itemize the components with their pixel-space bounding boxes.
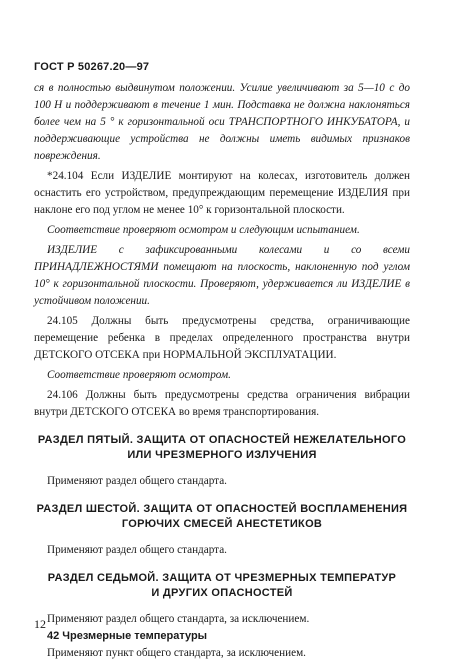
subsection-42-text: Применяют пункт общего стандарта, за исключением.: [47, 647, 306, 659]
section-five-title-line2: ИЛИ ЧРЕЗМЕРНОГО ИЗЛУЧЕНИЯ: [127, 449, 317, 461]
section-six-title: [34, 502, 410, 532]
section-five-text: Применяют раздел общего стандарта.: [47, 475, 227, 487]
section-five-title-line1: РАЗДЕЛ ПЯТЫЙ. ЗАЩИТА ОТ ОПАСНОСТЕЙ НЕЖЕЛАТЕЛЬНОГО: [37, 434, 407, 446]
paragraph-24-106: 24.106 Должны быть предусмотрены средства ограничения вибрации внутри ДЕТСКОГО ОТСЕКА во время транспортирования.: [34, 389, 410, 418]
section-six-title-line1: РАЗДЕЛ ШЕСТОЙ. ЗАЩИТА ОТ ОПАСНОСТЕЙ ВОСПЛАМЕНЕНИЯ: [36, 503, 408, 515]
paragraph-24-105: 24.105 Должны быть предусмотрены средства, ограничивающие перемещение ребенка в пределах определенного пространства внутри ДЕТСКОГО ОТСЕКА при НОРМАЛЬНОЙ ЭКСПЛУАТАЦИИ.: [34, 315, 410, 361]
paragraph-tilt-test: ИЗДЕЛИЕ с зафиксированными колесами и со всеми ПРИНАДЛЕЖНОСТЯМИ помещают на плоскость, наклоненную под углом 10° к горизонтальной плоскости. Проверяют, удерживается ли ИЗДЕЛИЕ в устойчивом положении.: [34, 244, 410, 307]
section-seven-title-line1: РАЗДЕЛ СЕДЬМОЙ. ЗАЩИТА ОТ ЧРЕЗМЕРНЫХ ТЕМПЕРАТУР: [47, 572, 397, 584]
subsection-42-title: 42 Чрезмерные температуры: [47, 630, 208, 642]
section-six-text: Применяют раздел общего стандарта.: [47, 544, 227, 556]
document-header: ГОСТ Р 50267.20—97: [34, 61, 150, 73]
paragraph-visual-check: Соответствие проверяют осмотром.: [47, 369, 231, 381]
section-six-title-line2: ГОРЮЧИХ СМЕСЕЙ АНЕСТЕТИКОВ: [121, 518, 323, 530]
section-seven-title-line2: И ДРУГИХ ОПАСНОСТЕЙ: [151, 587, 293, 599]
section-five-title: [34, 433, 410, 463]
paragraph-test-continuation: ся в полностью выдвинутом положении. Усилие увеличивают за 5—10 с до 100 Н и поддерживают в течение 1 мин. Подставка не должна наклоняться более чем на 5 ° к горизонтальной оси ТРАНСПОРТНОГО ИНКУБАТОРА, и поддерживающие устройства не должны иметь видимых признаков повреждения.: [34, 82, 410, 162]
section-seven-text: Применяют раздел общего стандарта, за исключением.: [47, 613, 310, 625]
paragraph-24-104: *24.104 Если ИЗДЕЛИЕ монтируют на колесах, изготовитель должен оснастить его устройством, предупреждающим перемещение ИЗДЕЛИЯ при наклоне его под углом не менее 10° к горизонтальной плоскости.: [34, 170, 410, 216]
page-number: 12: [34, 617, 46, 631]
document-body: [34, 80, 410, 662]
paragraph-compliance-check: Соответствие проверяют осмотром и следующим испытанием.: [47, 224, 360, 236]
section-seven-title: [34, 571, 410, 601]
